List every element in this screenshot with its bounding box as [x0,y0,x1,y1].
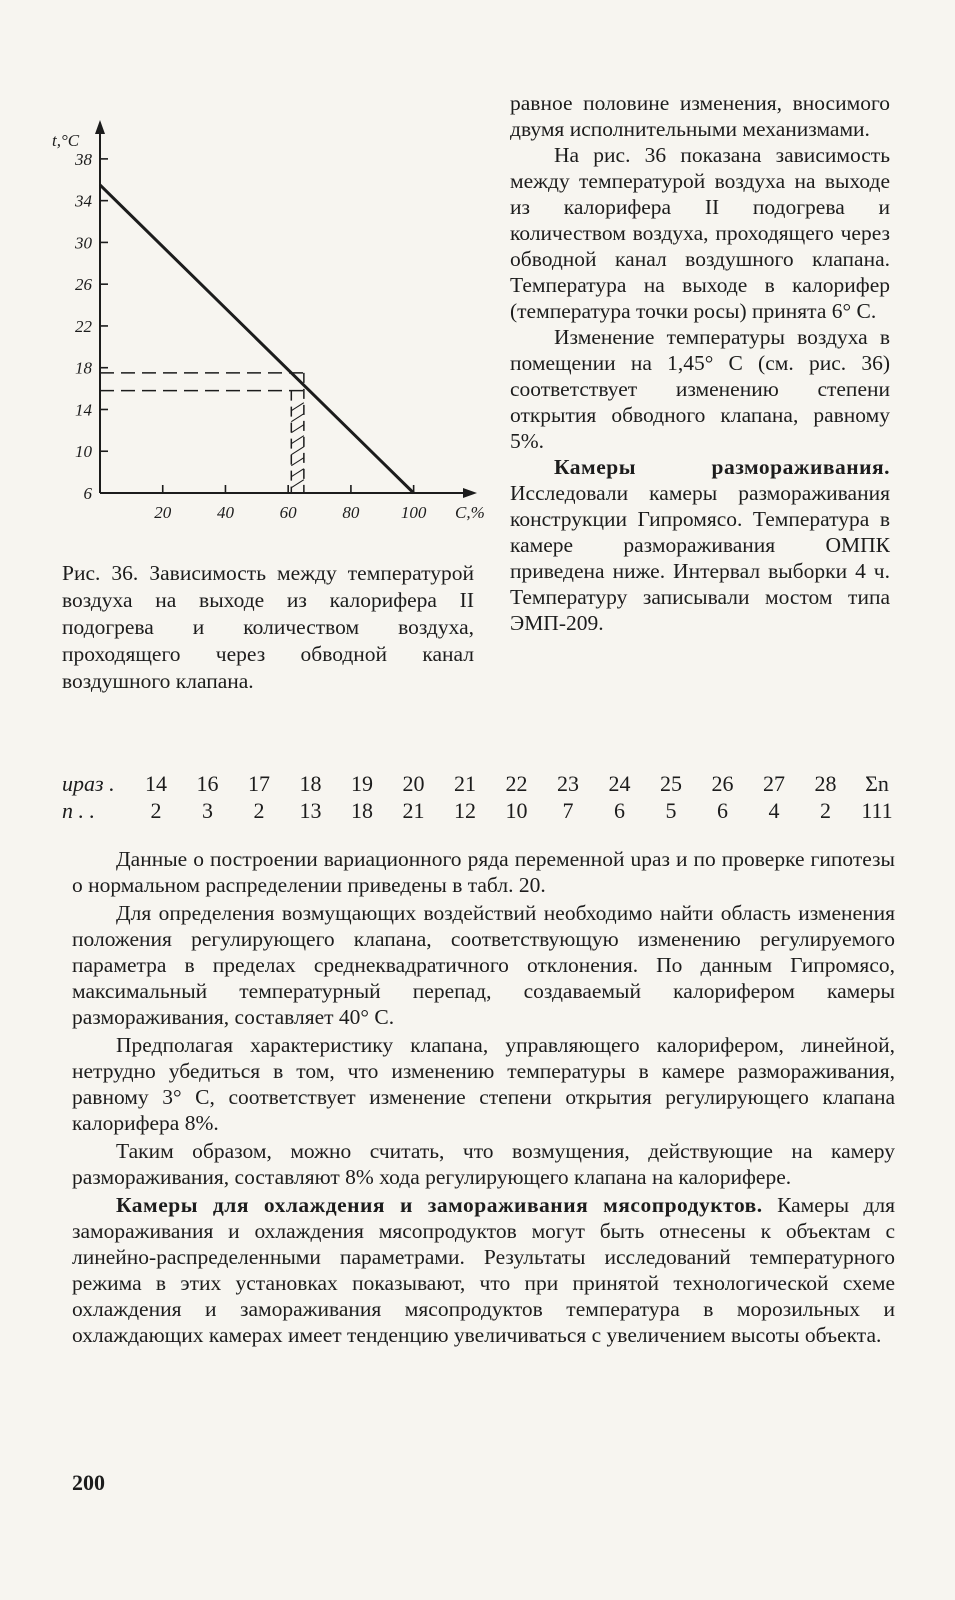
body-paragraph-4: Таким образом, можно считать, что возмущения, действующие на камеру размораживания, составляют 8% хода регулирующего клапана на калорифере. [72,1139,895,1189]
table-cell-n: 7 [562,798,574,823]
variation-table [62,770,897,824]
x-tick-label: 100 [400,503,427,522]
body-paragraph-2: Для определения возмущающих воздействий необходимо найти область изменения положения регулирующего клапана, соответствующую изменению регулируемого параметра в пределах среднеквадратичного отклонения. По данным Гипромясо, максимальный температурный перепад, создаваемый калорифером камеры размораживания, составляет 40° С. [72,901,895,1029]
table-cell-n: 2 [253,798,265,823]
y-tick-label: 22 [75,316,92,336]
y-tick-label: 10 [75,442,92,462]
table-cell-u: 27 [763,771,785,796]
figure-caption: Рис. 36. Зависимость между температурой воздуха на выходе из калорифера II подогрева и количеством воздуха, проходящего через обводной канал воздушного клапана. [62,561,474,693]
table-cell-n: 12 [454,798,476,823]
table-cell-u: 20 [402,771,425,796]
table-cell-u: 17 [248,771,270,796]
hatch-line [291,436,304,444]
table-cell-n: 111 [861,798,893,823]
hatch-line [291,425,304,433]
table-cell-u: 14 [145,771,167,796]
table-cell-u: 25 [660,771,682,796]
table-cell-n: 5 [665,798,677,823]
body-paragraph-5 [72,1192,895,1348]
chart-series [100,185,414,493]
table-cell-n: 21 [402,798,425,823]
hatch-line [291,469,304,477]
table-cell-u: 22 [505,771,528,796]
y-axis-arrow [95,120,105,134]
table-cell-u: 18 [299,771,322,796]
series-line [100,185,414,493]
chart-annotations [100,373,304,493]
hatch-line [291,414,304,422]
y-axis-label: t,°C [52,131,80,150]
right-paragraph-4-text: Исследовали камеры размораживания конструкции Гипромясо. Температура в камере размораживания ОМПК приведена ниже. Интервал выборки 4 ч. Температуру записывали мостом типа ЭМП-209. [510,481,890,635]
table-cell-u: 21 [454,771,476,796]
table-cell-u: Σn [865,771,889,796]
hatch-line [291,480,304,488]
table-cell-n: 4 [768,798,780,823]
y-tick-label: 34 [75,191,92,211]
table-cell-n: 10 [505,798,528,823]
table-cell-u: 24 [608,771,631,796]
y-tick-label: 18 [75,358,92,378]
x-tick-label: 40 [216,503,234,522]
table-cell-n: 3 [202,798,213,823]
table-cell-n: 18 [351,798,373,823]
hatch-line [291,458,304,466]
row-label-u: uраз . [62,771,115,796]
figure-36-chart [40,118,485,538]
body-paragraph-5-text: Камеры для замораживания и охлаждения мясопродуктов могут быть отнесены к объектам с линейно-распределенными параметрами. Результаты исследований температурного режима в этих установках показывают, что при принятой технологической схеме охлаждения и замораживания мясопродуктов температура в морозильных и охлаждающих камерах имеет тенденцию увеличиваться с увеличением высоты объекта. [72,1193,895,1347]
y-tick-label: 14 [75,400,92,420]
table-row-n [62,797,897,824]
y-tick-label: 38 [75,149,92,169]
y-tick-label: 30 [75,233,92,253]
x-tick-label: 20 [154,503,172,522]
table-cell-u: 28 [814,771,837,796]
hatch-line [291,403,304,411]
right-paragraph-3: Изменение температуры воздуха в помещении на 1,45° С (см. рис. 36) соответствует изменению степени открытия обводного клапана, равному 5%. [510,325,890,453]
table-row-u [62,770,897,797]
y-tick-label: 26 [75,275,92,295]
table-cell-u: 26 [711,771,734,796]
x-tick-label: 60 [279,503,297,522]
body-paragraph-3: Предполагая характеристику клапана, управляющего калорифером, линейной, нетрудно убедиться в том, что изменению температуры в камере размораживания, равному 3° С, соответствует изменение степени открытия регулирующего клапана калорифера 8%. [72,1033,895,1135]
y-tick-label: 6 [83,484,92,503]
right-paragraph-1: равное половине изменения, вносимого двумя исполнительными механизмами. [510,91,890,141]
right-column [510,90,890,636]
chart-axes [95,120,477,498]
hatch-line [291,447,304,455]
page-number: 200 [72,1470,105,1495]
table-cell-n: 2 [820,798,831,823]
table-cell-n: 13 [299,798,322,823]
table-cell-u: 23 [557,771,579,796]
right-paragraph-2: На рис. 36 показана зависимость между температурой воздуха на выходе из калорифера II подогрева и количеством воздуха, проходящего через обводной канал воздушного клапана. Температура на выходе в калорифер (температура точки росы) принята 6° С. [510,143,890,323]
body-paragraph-1: Данные о построении вариационного ряда переменной uраз и по проверке гипотезы о нормальном распределении приведены в табл. 20. [72,847,895,897]
table-cell-n: 6 [614,798,625,823]
x-tick-label: 80 [342,503,360,522]
y-ticks [74,150,108,503]
table-cell-u: 19 [351,771,373,796]
section-heading-thawing: Камеры размораживания. [554,455,890,479]
row-label-n: n . . [62,798,95,823]
x-ticks [154,485,427,522]
table-cell-n: 2 [150,798,162,823]
x-axis-label: C,% [455,503,485,522]
right-paragraph-4 [510,454,890,636]
table-cell-u: 16 [196,771,219,796]
x-axis-arrow [463,488,477,498]
section-heading-freezing: Камеры для охлаждения и замораживания мясопродуктов. [116,1193,763,1217]
body-text [72,846,895,1348]
table-cell-n: 6 [717,798,728,823]
